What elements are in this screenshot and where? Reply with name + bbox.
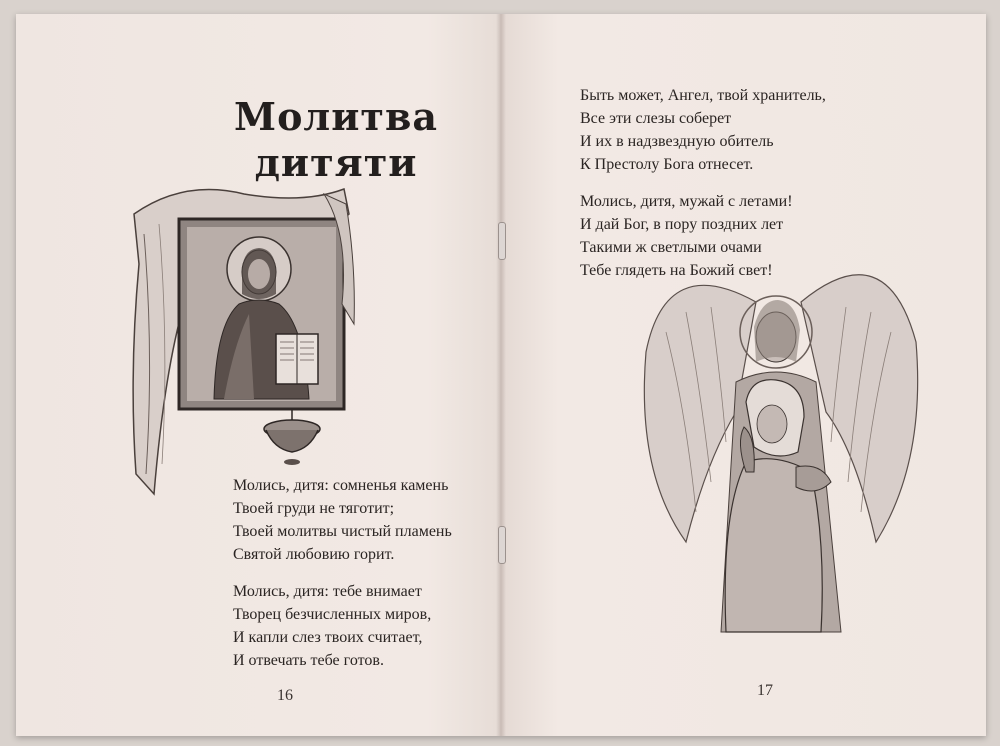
poem-line: И дай Бог, в пору поздних лет <box>580 216 784 233</box>
left-stanza-2 <box>233 580 431 672</box>
title-line-2: дитяти <box>254 140 418 185</box>
left-page <box>16 14 500 736</box>
poem-line: Твоей молитвы чистый пламень <box>233 523 452 540</box>
page-number-right: 17 <box>757 682 773 699</box>
poem-line: Тебе глядеть на Божий свет! <box>580 262 773 279</box>
poem-line: И капли слез твоих считает, <box>233 629 423 646</box>
poem-line: Святой любовию горит. <box>233 546 395 563</box>
poem-line: Все эти слезы соберет <box>580 110 732 127</box>
poem-line: И их в надзвездную обитель <box>580 133 774 150</box>
poem-line: К Престолу Бога отнесет. <box>580 156 754 173</box>
angel-illustration <box>626 212 926 642</box>
poem-line: Молись, дитя: тебе внимает <box>233 583 422 600</box>
right-stanza-1 <box>580 84 826 176</box>
poem-line: Молись, дитя, мужай с летами! <box>580 193 793 210</box>
poem-line: Молись, дитя: сомненья камень <box>233 477 449 494</box>
poem-line: Творец безчисленных миров, <box>233 606 432 623</box>
title-line-1: Молитва <box>234 94 438 139</box>
staple-bottom <box>498 526 506 564</box>
poem-title <box>221 94 451 186</box>
book-gutter <box>496 14 506 736</box>
poem-line: Твоей груди не тяготит; <box>233 500 395 517</box>
book-spread <box>16 14 986 736</box>
poem-line: Быть может, Ангел, твой хранитель, <box>580 87 826 104</box>
poem-line: И отвечать тебе готов. <box>233 652 384 669</box>
christ-icon-illustration <box>124 174 364 504</box>
page-number-left: 16 <box>277 687 293 704</box>
left-stanza-1 <box>233 474 452 566</box>
staple-top <box>498 222 506 260</box>
poem-line: Такими ж светлыми очами <box>580 239 762 256</box>
